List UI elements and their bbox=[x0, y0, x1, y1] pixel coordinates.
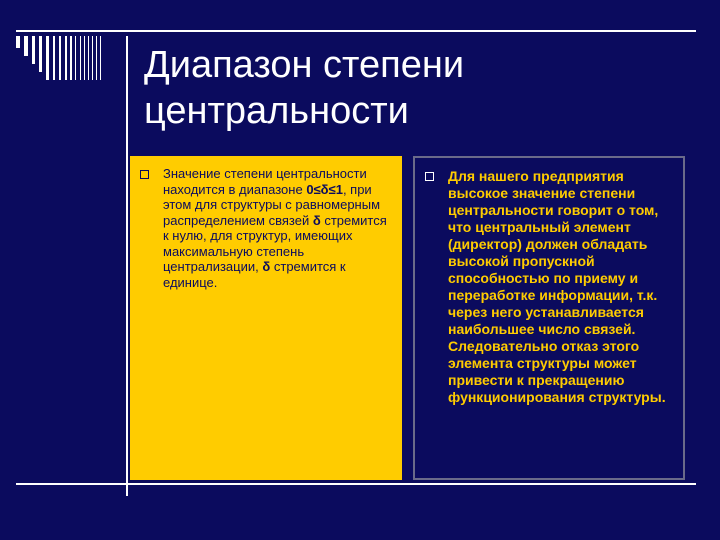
delta-range: 0≤δ≤1 bbox=[306, 181, 343, 197]
left-text-part-2: , при этом для структуры с равномерным распределением связей bbox=[163, 181, 381, 228]
slide-title: Диапазон степени центральности bbox=[144, 44, 465, 132]
left-text-part-4: стремится к единице. bbox=[163, 259, 346, 290]
left-bullet-text bbox=[163, 166, 394, 290]
bottom-divider-line bbox=[16, 483, 696, 485]
delta-symbol-2: δ bbox=[262, 259, 271, 274]
right-text-box bbox=[413, 156, 685, 480]
left-text-part-3: стремится к нулю, для структур, имеющих максимальную степень централизации, bbox=[163, 212, 387, 274]
square-bullet-icon bbox=[425, 172, 434, 181]
delta-symbol-1: δ bbox=[312, 212, 321, 228]
top-divider-line bbox=[16, 30, 696, 32]
right-bullet-text: Для нашего предприятия высокое значение степени центральности говорит о том, что центральный элемент (директор) должен обладать высокой пропускной способностью по приему и переработке информации, т.к. через него устанавливается наибольшее число связей. Следовательно отказ этого элемента структуры может привести к прекращению функционирования структуры. bbox=[448, 168, 666, 405]
left-text-box bbox=[130, 156, 402, 480]
square-bullet-icon bbox=[140, 170, 149, 179]
left-bullet-item bbox=[140, 166, 394, 290]
left-text-part-1: Значение степени центральности находится в диапазоне bbox=[163, 166, 367, 197]
vertical-divider-line bbox=[126, 36, 128, 496]
right-bullet-item bbox=[425, 168, 675, 406]
decorative-stripes bbox=[0, 0, 120, 80]
